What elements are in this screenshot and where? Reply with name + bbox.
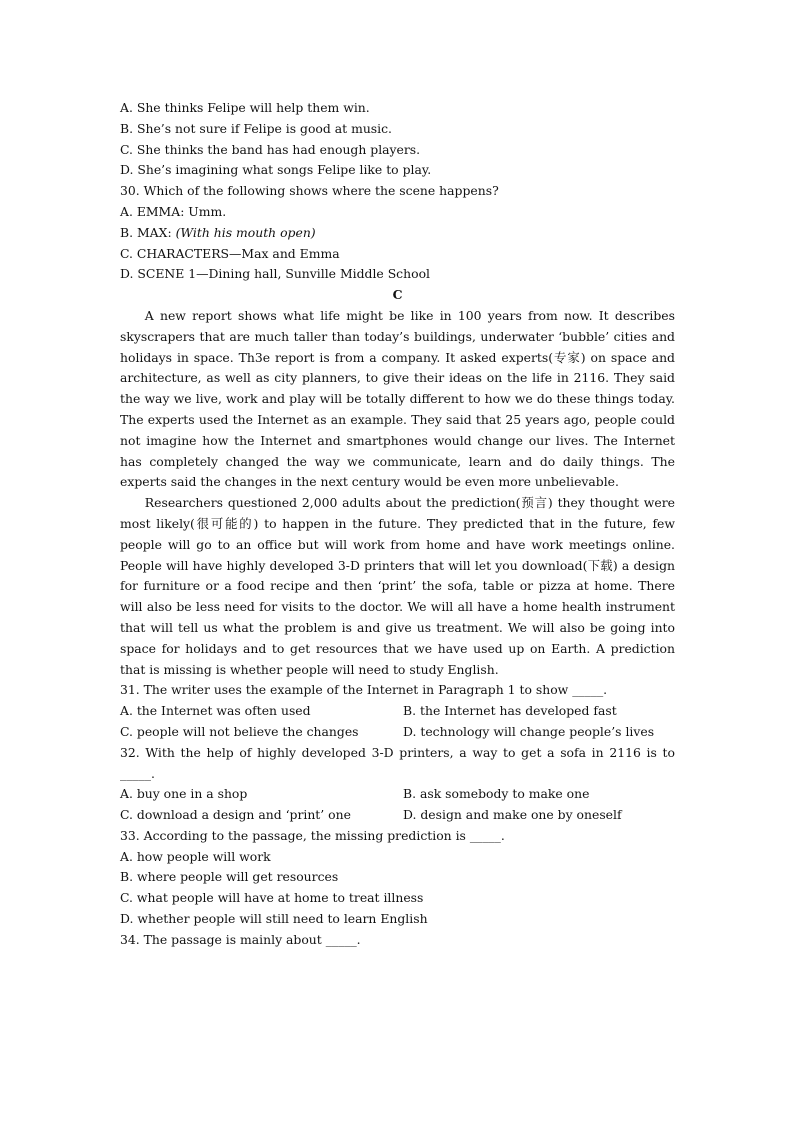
q30-option-b <box>120 223 675 244</box>
exam-page <box>120 98 675 951</box>
q30-option-d: D. SCENE 1—Dining hall, Sunville Middle School <box>120 266 430 282</box>
q32-question: 32. With the help of highly developed 3-D printers, a way to get a sofa in 2116 is to _____. <box>120 744 675 781</box>
q30-question: 30. Which of the following shows where the scene happens? <box>120 183 499 199</box>
q33-option-a: A. how people will work <box>120 848 271 864</box>
q32-option-a: A. buy one in a shop <box>120 786 248 802</box>
q33-question: 33. According to the passage, the missing prediction is _____. <box>120 827 505 843</box>
q29-option-a: A. She thinks Felipe will help them win. <box>120 100 370 115</box>
q32-options-row-2 <box>120 805 675 826</box>
q30-option-b-italic: (With his mouth open) <box>175 224 316 240</box>
q32-option-d: D. design and make one by oneself <box>403 807 622 823</box>
passage-c-label: C <box>392 287 403 303</box>
q29-option-d: D. She’s imagining what songs Felipe like to play. <box>120 162 432 178</box>
q31-option-b: B. the Internet has developed fast <box>403 703 617 719</box>
q33-option-d: D. whether people will still need to learn English <box>120 911 428 927</box>
q34-question: 34. The passage is mainly about _____. <box>120 931 361 947</box>
q32-options-row-1 <box>120 784 675 805</box>
passage-c-paragraph-1: A new report shows what life might be like in 100 years from now. It describes skyscrapers that are much taller than today’s buildings, underwater ‘bubble’ cities and holidays in space. Th3e report is from a company. It asked experts(专家) on space and architecture, as well as city planners, to give their ideas on the life in 2116. They said the way we live, work and play will be totally different to how we do these things today. The experts used the Internet as an example. They said that 25 years ago, people could not imagine how the Internet and smartphones would change our lives. The Internet has completely changed the way we communicate, learn and do daily things. The experts said the changes in the next century would be even more unbelievable. <box>120 307 675 490</box>
q29-option-b: B. She’s not sure if Felipe is good at music. <box>120 120 392 136</box>
q33-option-c: C. what people will have at home to treat illness <box>120 890 424 906</box>
q31-option-d: D. technology will change people’s lives <box>403 723 655 739</box>
q31-option-c: C. people will not believe the changes <box>120 723 359 739</box>
q30-option-b-prefix: B. MAX: <box>120 224 176 240</box>
q29-option-c: C. She thinks the band has had enough players. <box>120 141 421 157</box>
passage-c-paragraph-2: Researchers questioned 2,000 adults about the prediction(预言) they thought were most likely(很可能的) to happen in the future. They predicted that in the future, few people will go to an office but will work from home and have work meetings online. People will have highly developed 3-D printers that will let you download(下载) a design for furniture or a food recipe and then ‘print’ the sofa, table or pizza at home. There will also be less need for visits to the doctor. We will all have a home health instrument that will tell us what the problem is and give us treatment. We will also be going into space for holidays and to get resources that we have used up on Earth. A prediction that is missing is whether people will need to study English. <box>120 495 675 677</box>
q31-options-row-1 <box>120 701 675 722</box>
q31-option-a: A. the Internet was often used <box>120 703 311 719</box>
q32-option-b: B. ask somebody to make one <box>403 786 590 802</box>
q31-question: 31. The writer uses the example of the Internet in Paragraph 1 to show _____. <box>120 682 608 698</box>
q30-option-c: C. CHARACTERS—Max and Emma <box>120 245 340 261</box>
q33-option-b: B. where people will get resources <box>120 869 339 885</box>
q31-options-row-2 <box>120 722 675 743</box>
q32-option-c: C. download a design and ‘print’ one <box>120 807 351 823</box>
q30-option-a: A. EMMA: Umm. <box>120 203 227 219</box>
